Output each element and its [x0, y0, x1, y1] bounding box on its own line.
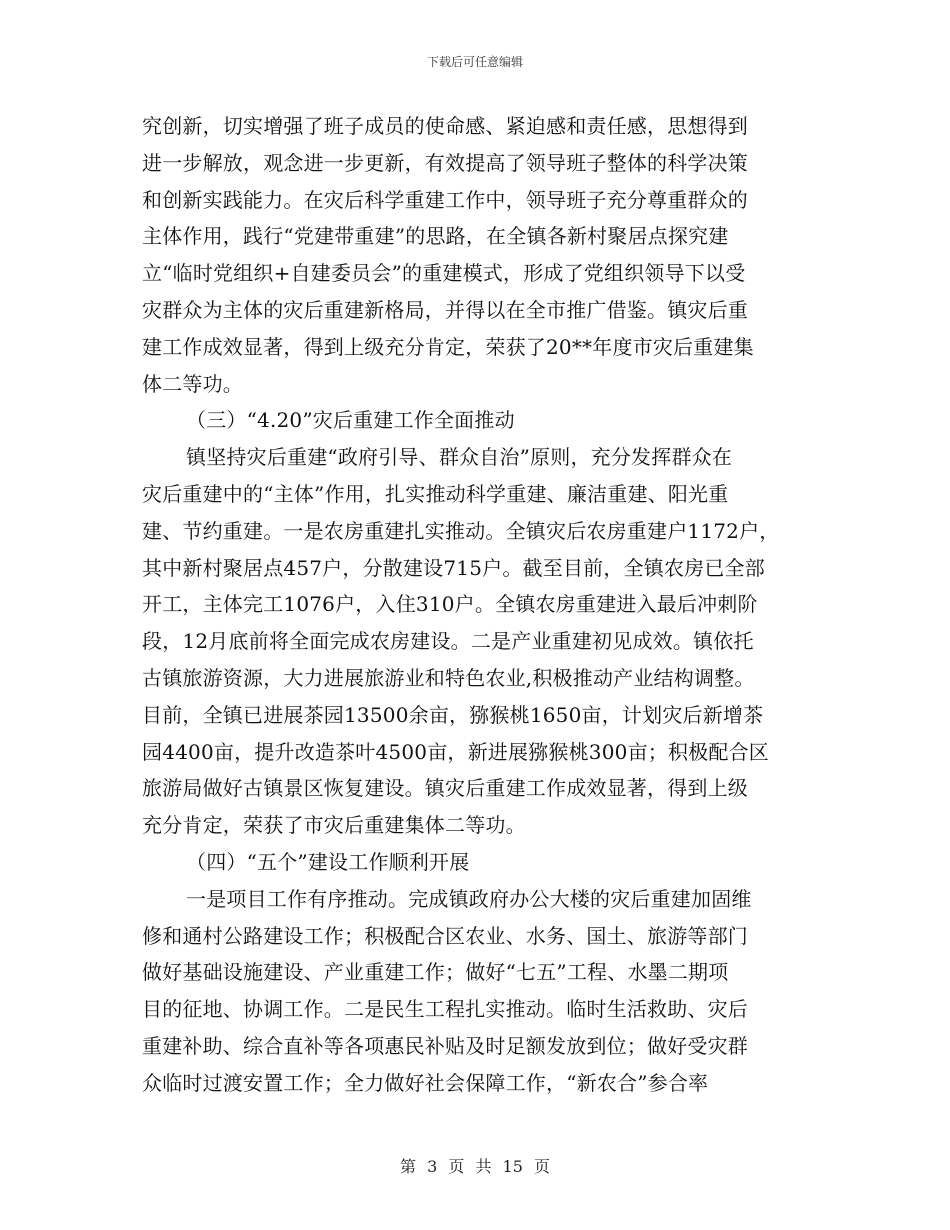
- text-line: 目前，全镇已进展茶园13500余亩，猕猴桃1650亩，计划灾后新增茶: [142, 702, 764, 727]
- text-line: 众临时过渡安置工作；全力做好社会保障工作，“新农合”参合率: [142, 1070, 709, 1095]
- text-line: 开工，主体完工1076户，入住310户。全镇农房重建进入最后冲刺阶: [142, 592, 758, 617]
- text-line: 修和通村公路建设工作；积极配合区农业、水务、国土、旅游等部门: [142, 923, 748, 948]
- text-line: 古镇旅游资源，大力进展旅游业和特色农业,积极推动产业结构调整。: [142, 665, 755, 690]
- text-line: 灾后重建中的“主体”作用，扎实推动科学重建、廉洁重建、阳光重: [142, 481, 729, 506]
- text-line: 建、节约重建。一是农房重建扎实推动。全镇灾后农房重建户1172户，: [142, 518, 780, 543]
- text-line: （四）“五个”建设工作顺利开展: [186, 849, 470, 874]
- text-line: 目的征地、协调工作。二是民生工程扎实推动。临时生活救助、灾后: [142, 997, 748, 1022]
- text-line: 做好基础设施建设、产业重建工作；做好“七五”工程、水墨二期项: [142, 960, 729, 985]
- text-line: 建工作成效显著，得到上级充分肯定，荣获了20**年度市灾后重建集: [142, 334, 754, 359]
- page-header: 下载后可任意编辑: [426, 55, 523, 69]
- text-line: 充分肯定，荣获了市灾后重建集体二等功。: [142, 813, 526, 838]
- text-line: 一是项目工作有序推动。完成镇政府办公大楼的灾后重建加固维: [186, 886, 752, 911]
- text-line: （三）“4.20”灾后重建工作全面推动: [186, 408, 515, 433]
- document-body: [142, 108, 812, 1102]
- text-line: 旅游局做好古镇景区恢复建设。镇灾后重建工作成效显著，得到上级: [142, 776, 748, 801]
- text-line: 其中新村聚居点457户，分散建设715户。截至目前，全镇农房已全部: [142, 555, 765, 580]
- text-line: 究创新，切实增强了班子成员的使命感、紧迫感和责任感，思想得到: [142, 114, 748, 138]
- text-line: 和创新实践能力。在灾后科学重建工作中，领导班子充分尊重群众的: [142, 187, 748, 212]
- text-line: 灾群众为主体的灾后重建新格局，并得以在全市推广借鉴。镇灾后重: [142, 297, 748, 322]
- text-line: 重建补助、综合直补等各项惠民补贴及时足额发放到位；做好受灾群: [142, 1033, 748, 1058]
- text-line: 立“临时党组织+自建委员会”的重建模式，形成了党组织领导下以受: [142, 261, 746, 286]
- text-line: 园4400亩，提升改造茶叶4500亩，新进展猕猴桃300亩；积极配合区: [142, 739, 769, 764]
- text-line: 镇坚持灾后重建“政府引导、群众自治”原则，充分发挥群众在: [186, 445, 733, 470]
- page-footer: 第 3 页 共 15 页: [400, 1157, 550, 1176]
- text-line: 体二等功。: [142, 371, 243, 396]
- text-line: 主体作用，践行“党建带重建”的思路，在全镇各新村聚居点探究建: [142, 224, 729, 249]
- text-line: 段，12月底前将全面完成农房建设。二是产业重建初见成效。镇依托: [142, 629, 754, 654]
- text-line: 进一步解放，观念进一步更新，有效提高了领导班子整体的科学决策: [142, 150, 748, 175]
